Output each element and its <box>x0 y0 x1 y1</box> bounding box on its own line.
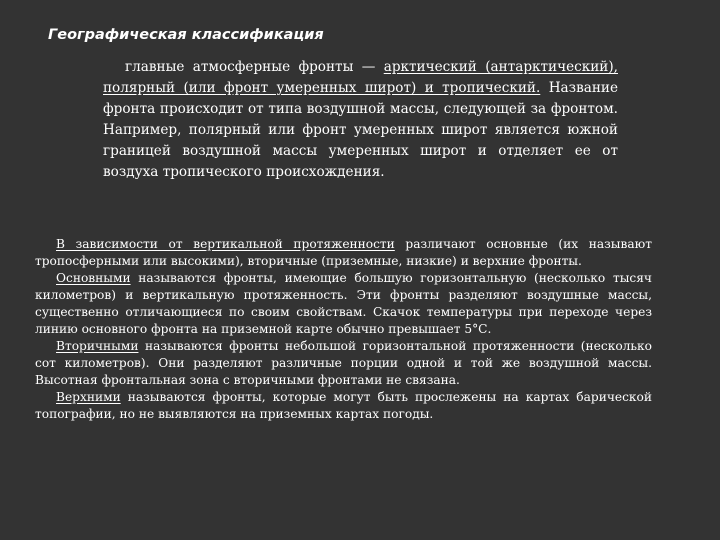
vertical-extent-paragraph <box>35 236 652 270</box>
classification-text <box>35 236 652 423</box>
intro-paragraph <box>103 57 618 183</box>
upper-fronts-term: Верхними <box>56 390 121 404</box>
intro-prefix: главные атмосферные фронты — <box>125 59 384 75</box>
upper-fronts-text: называются фронты, которые могут быть прослежены на картах барической топографии, но не выявляются на приземных картах погоды. <box>35 390 652 421</box>
main-fronts-paragraph <box>35 270 652 338</box>
secondary-fronts-paragraph <box>35 338 652 389</box>
vertical-extent-text: различают основные (их называют тропосферными или высокими), вторичные (приземные, низкие) и верхние фронты. <box>35 237 652 268</box>
front-types-underlined: арктический (антарктический), полярный (или фронт умеренных широт) и тропический. <box>103 59 618 96</box>
upper-fronts-paragraph <box>35 389 652 423</box>
intro-rest: Название фронта происходит от типа воздушной массы, следующей за фронтом. Например, полярный или фронт умеренных широт является южной границей воздушной массы умеренных широт и отделяет ее от воздуха тропического происхождения. <box>103 80 618 180</box>
secondary-fronts-text: называются фронты небольшой горизонтальной протяженности (несколько сот километров). Они разделяют различные порции одной и той же воздушной массы. Высотная фронтальная зона с вторичными фронтами не связана. <box>35 339 652 387</box>
slide-title: Географическая классификация <box>48 27 324 43</box>
main-fronts-term: Основными <box>56 271 131 285</box>
secondary-fronts-term: Вторичными <box>56 339 139 353</box>
vertical-extent-term: В зависимости от вертикальной протяженности <box>56 237 395 251</box>
main-fronts-text: называются фронты, имеющие большую горизонтальную (несколько тысяч километров) и вертикальную протяженность. Эти фронты разделяют воздушные массы, существенно отличающиеся по своим свойствам. Скачок температуры при переходе через линию основного фронта на приземной карте обычно превышает 5°С. <box>35 271 652 336</box>
